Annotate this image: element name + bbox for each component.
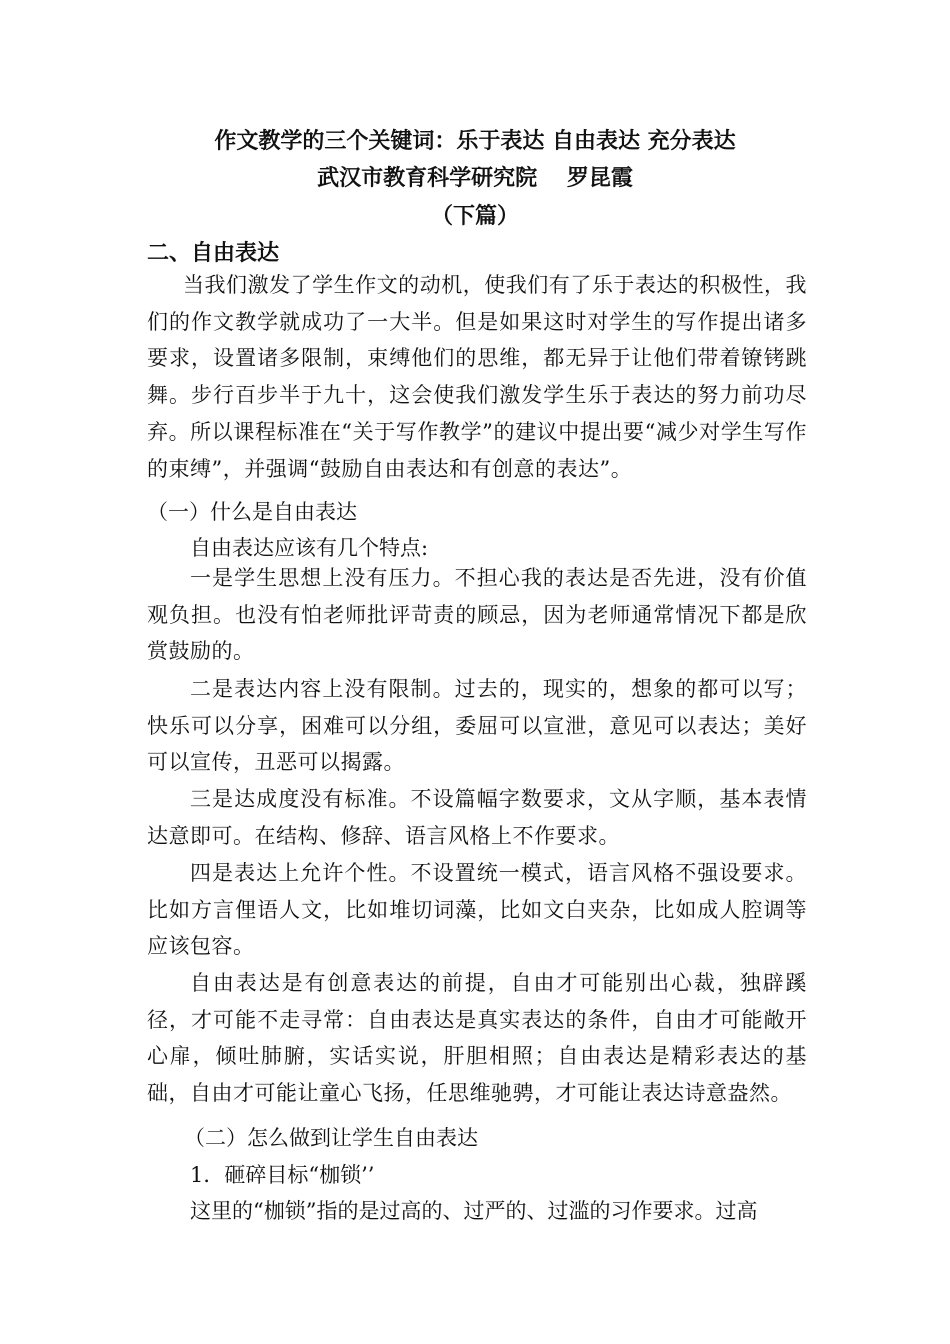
subsection-heading-2: （二）怎么做到让学生自由表达 (184, 1126, 478, 1150)
author-line: 武汉市教育科学研究院 罗昆霞 (317, 166, 633, 191)
point-3-paragraph: 三是达成度没有标准。不设篇幅字数要求，文从字顺，基本表情达意即可。在结构、修辞、语言风格上不作要求。 (147, 787, 807, 848)
point-4-paragraph: 四是表达上允许个性。不设置统一模式，语言风格不强设要求。比如方言俚语人文，比如堆切词藻，比如文白夹杂，比如成人腔调等应该包容。 (147, 861, 807, 959)
subsection-heading-1: （一）什么是自由表达 (147, 500, 357, 524)
point-1-paragraph: 一是学生思想上没有压力。不担心我的表达是否先进，没有价值观负担。也没有怕老师批评苛责的顾忌，因为老师通常情况下都是欣赏鼓励的。 (147, 566, 807, 664)
document-title: 作文教学的三个关键词：乐于表达 自由表达 充分表达 (214, 129, 736, 154)
intro-paragraph: 当我们激发了学生作文的动机，使我们有了乐于表达的积极性，我们的作文教学就成功了一大半。但是如果这时对学生的写作提出诸多要求，设置诸多限制，束缚他们的思维，都无异于让他们带着镣铐跳舞。步行百步半于九十，这会使我们激发学生乐于表达的努力前功尽弃。所以课程标准在“关于写作教学”的建议中提出要“减少对学生写作的束缚”，并强调“鼓励自由表达和有创意的表达”。 (147, 273, 807, 481)
summary-paragraph: 自由表达是有创意表达的前提，自由才可能别出心裁，独辟蹊径，才可能不走寻常：自由表达是真实表达的条件，自由才可能敞开心扉，倾吐肺腑，实话实说，肝胆相照；自由表达是精彩表达的基础，自由才可能让童心飞扬，任思维驰骋，才可能让表达诗意盎然。 (147, 971, 807, 1106)
point-2-paragraph: 二是表达内容上没有限制。过去的，现实的，想象的都可以写；快乐可以分享，困难可以分组，委屈可以宣泄，意见可以表达；美好可以宣传，丑恶可以揭露。 (147, 677, 807, 775)
section-heading: 二、自由表达 (147, 241, 280, 266)
item-1-heading: 1．砸碎目标“枷锁’’ (190, 1163, 375, 1187)
subsection-lead: 自由表达应该有几个特点: (190, 536, 429, 560)
item-1-text: 这里的“枷锁”指的是过高的、过严的、过滥的习作要求。过高 (190, 1199, 758, 1223)
part-label: （下篇） (430, 204, 519, 229)
